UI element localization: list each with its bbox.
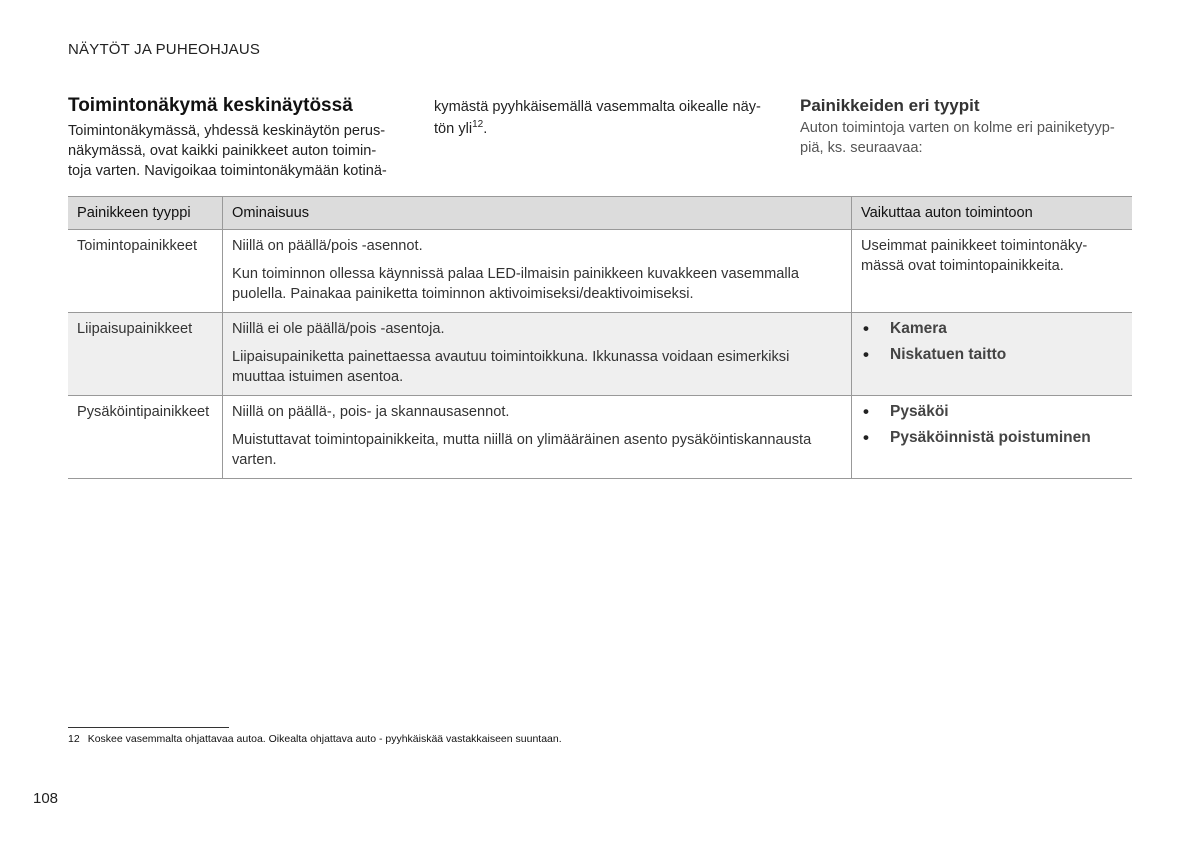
feature-cell [223, 396, 852, 479]
feature-text: Niillä ei ole päällä/pois -asentoja. [232, 321, 445, 337]
body-text: tön yli [434, 121, 473, 137]
affects-cell [852, 313, 1133, 396]
intro-column-2 [434, 95, 774, 139]
feature-cell [223, 313, 852, 396]
table-row [68, 396, 1132, 479]
type-cell: Pysäköintipainikkeet [68, 396, 223, 479]
section-header: NÄYTÖT JA PUHEOHJAUS [68, 41, 261, 58]
affects-list [861, 402, 1123, 448]
footnote-reference[interactable]: 12 [472, 119, 484, 131]
list-item: • Pysäköinnistä poistuminen [861, 428, 1123, 448]
column-header: Painikkeen tyyppi [68, 197, 223, 230]
column-header: Ominaisuus [223, 197, 852, 230]
feature-text: Niillä on päällä-, pois- ja skannausasennot. [232, 404, 510, 420]
feature-text: Liipaisupainiketta painettaessa avautuu toimintoikkuna. Ikkunassa voidaan esimerkiksi muuttaa istuimen asentoa. [232, 349, 790, 385]
intro-column-1 [68, 95, 403, 181]
affects-text: Useimmat painikkeet toimintonäky- mässä ovat toimintopainikkeita. [861, 238, 1088, 274]
footnote [68, 733, 562, 745]
body-line: Auton toimintoja varten on kolme eri painiketyyp- [800, 120, 1115, 136]
table-row [68, 313, 1132, 396]
body-line: näkymässä, ovat kaikki painikkeet auton toimin- [68, 143, 377, 159]
body-text-end: . [483, 121, 488, 137]
list-item: • Pysäköi [861, 402, 1123, 422]
button-types-table [68, 196, 1132, 479]
affects-list [861, 319, 1123, 365]
body-line: piä, ks. seuraavaa: [800, 140, 923, 156]
feature-text: Muistuttavat toimintopainikkeita, mutta niillä on ylimääräinen asento pysäköintiskannausta varten. [232, 432, 812, 468]
feature-text: Niillä on päällä/pois -asennot. [232, 238, 423, 254]
section-heading: Toimintonäkymä keskinäytössä [68, 95, 353, 116]
footnote-number: 12 [68, 733, 80, 745]
column-header: Vaikuttaa auton toimintoon [852, 197, 1133, 230]
types-column [800, 95, 1135, 158]
body-line: Toimintonäkymässä, yhdessä keskinäytön perus- [68, 123, 386, 139]
affects-cell [852, 396, 1133, 479]
type-cell: Toimintopainikkeet [68, 230, 223, 313]
list-item: • Niskatuen taitto [861, 345, 1123, 365]
table-row [68, 230, 1132, 313]
feature-text: Kun toiminnon ollessa käynnissä palaa LED-ilmaisin painikkeen kuvakkeen vasemmalla puolella. Painakaa painiketta toiminnon aktivoimiseksi/deaktivoimiseksi. [232, 266, 800, 302]
subsection-heading: Painikkeiden eri tyypit [800, 96, 980, 115]
affects-cell [852, 230, 1133, 313]
body-line-with-footnote [434, 119, 774, 139]
body-line: kymästä pyyhkäisemällä vasemmalta oikealle näy- [434, 99, 761, 115]
footnote-text: Koskee vasemmalta ohjattavaa autoa. Oikealta ohjattava auto - pyyhkäiskää vastakkaiseen suuntaan. [87, 733, 562, 745]
type-cell: Liipaisupainikkeet [68, 313, 223, 396]
page-number: 108 [33, 790, 59, 807]
feature-cell [223, 230, 852, 313]
footnote-divider [68, 727, 229, 728]
list-item: • Kamera [861, 319, 1123, 339]
body-line: toja varten. Navigoikaa toimintonäkymään kotinä- [68, 163, 387, 179]
table-header-row [68, 197, 1132, 230]
